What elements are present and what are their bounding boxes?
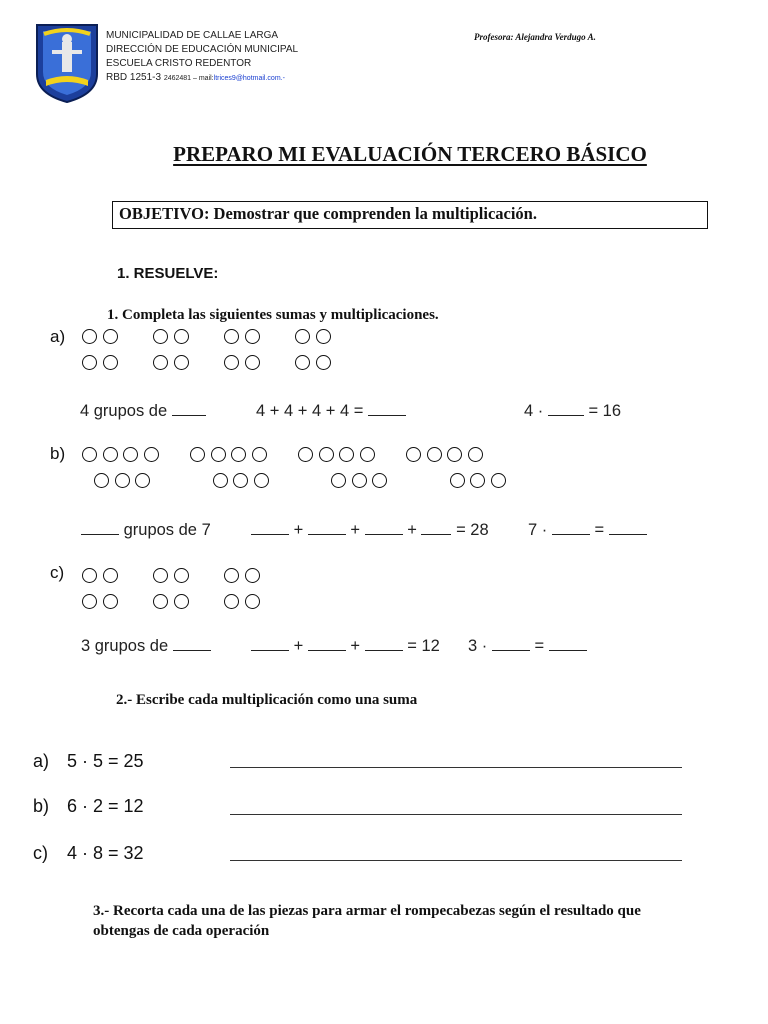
email-link[interactable]: ltrices9@hotmail.com.- — [213, 75, 285, 82]
answer-blank[interactable] — [609, 520, 647, 535]
page-title: PREPARO MI EVALUACIÓN TERCERO BÁSICO — [173, 142, 647, 166]
exercise-b-label: b) — [50, 444, 66, 463]
exercise-a-groups: 4 grupos de — [80, 401, 206, 421]
answer-blank[interactable] — [308, 636, 346, 651]
answer-blank[interactable] — [251, 636, 289, 651]
exercise-c-circles — [82, 568, 265, 611]
mult-row-c — [33, 843, 144, 864]
exercise-c-label: c) — [50, 563, 65, 582]
objective-box — [112, 201, 708, 229]
mult-label: b) — [33, 796, 50, 816]
exercise-a-mult: 4 · = 16 — [524, 402, 622, 420]
exercise-a-label: a) — [50, 327, 66, 346]
mult-row-a — [33, 751, 144, 772]
exercise-b-sum: + + + = 28 — [251, 520, 489, 540]
exercise-c-groups: 3 grupos de — [81, 636, 211, 656]
exercise-c-mult: 3 · = — [468, 636, 587, 656]
mult-label: c) — [33, 843, 48, 863]
exercise-c-sum: + + = 12 — [251, 636, 440, 656]
mult-expression: 5 · 5 = 25 — [67, 751, 144, 771]
exercise-b-mult: 7 · = — [528, 520, 647, 540]
mult-label: a) — [33, 751, 50, 771]
mult-expression: 6 · 2 = 12 — [67, 796, 144, 816]
answer-blank[interactable] — [308, 520, 346, 535]
answer-line-b[interactable] — [230, 814, 682, 815]
rbd-line — [106, 71, 366, 86]
header-block — [106, 29, 366, 86]
section-heading: 1. RESUELVE: — [117, 265, 219, 282]
question-2: 2.- Escribe cada multiplicación como una suma — [116, 692, 418, 708]
exercise-b-groups: grupos de 7 — [81, 520, 211, 540]
objective-text: OBJETIVO: Demostrar que comprenden la multiplicación. — [119, 204, 537, 223]
answer-blank[interactable] — [552, 520, 590, 535]
mult-expression: 4 · 8 = 32 — [67, 843, 144, 863]
answer-blank[interactable] — [368, 401, 406, 416]
answer-blank[interactable] — [492, 636, 530, 651]
answer-blank[interactable] — [251, 520, 289, 535]
education-department: DIRECCIÓN DE EDUCACIÓN MUNICIPAL — [106, 44, 299, 55]
rbd-number: RBD 1251-3 — [106, 72, 162, 83]
answer-blank[interactable] — [81, 520, 119, 535]
municipality-name: MUNICIPALIDAD DE CALLAE LARGA — [106, 30, 279, 41]
school-name: ESCUELA CRISTO REDENTOR — [106, 58, 252, 69]
mult-row-b — [33, 796, 144, 817]
answer-blank[interactable] — [173, 636, 211, 651]
answer-blank[interactable] — [421, 520, 451, 535]
exercise-a-sum: 4 + 4 + 4 + 4 = — [256, 401, 406, 421]
answer-blank[interactable] — [365, 636, 403, 651]
school-shield-icon — [34, 22, 100, 104]
answer-blank[interactable] — [365, 520, 403, 535]
teacher-name: Profesora: Alejandra Verdugo A. — [474, 32, 596, 42]
answer-blank[interactable] — [172, 401, 206, 416]
question-1: 1. Completa las siguientes sumas y multiplicaciones. — [107, 307, 439, 323]
school-logo — [34, 22, 100, 104]
question-3: 3.- Recorta cada una de las piezas para armar el rompecabezas según el resultado que obtengas de cada operación — [93, 903, 641, 939]
answer-line-c[interactable] — [230, 860, 682, 861]
answer-line-a[interactable] — [230, 767, 682, 768]
exercise-a-circles — [82, 329, 336, 372]
answer-blank[interactable] — [548, 401, 584, 416]
exercise-b-circles — [82, 447, 511, 490]
phone-text: 2462481 – mail: — [163, 75, 214, 82]
answer-blank[interactable] — [549, 636, 587, 651]
